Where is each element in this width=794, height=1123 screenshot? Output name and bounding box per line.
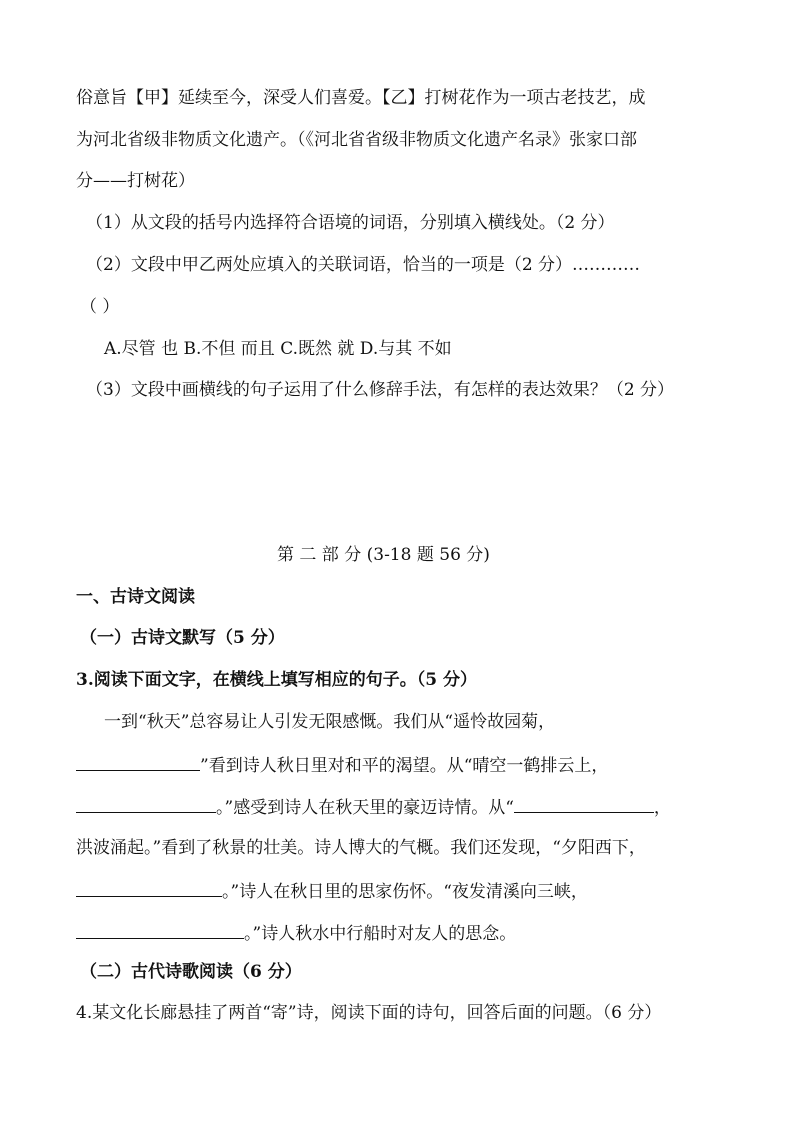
fill-text: ”看到诗人秋日里对和平的渴望。从“晴空一鹤排云上， — [200, 756, 609, 776]
answer-blank-2[interactable] — [76, 794, 216, 813]
answer-blank-3[interactable] — [514, 794, 654, 813]
passage-line-2: 为河北省级非物质文化遗产。（《河北省省级非物质文化遗产名录》张家口部 — [76, 130, 637, 150]
fill-paragraph-line-6 — [76, 920, 516, 946]
fill-paragraph-line-2 — [76, 752, 608, 778]
fill-text: ， — [653, 798, 671, 818]
answer-blank-1[interactable] — [76, 752, 200, 771]
question-3-title: 3.阅读下面文字，在横线上填写相应的句子。（5 分） — [76, 670, 477, 690]
fill-text: 。”感受到诗人在秋天里的豪迈诗情。从“ — [216, 798, 514, 818]
question-2-options: A.尽管 也 B.不但 而且 C.既然 就 D.与其 不如 — [104, 339, 452, 359]
question-3: （3）文段中画横线的句子运用了什么修辞手法，有怎样的表达效果？（2 分） — [86, 380, 675, 400]
passage-line-1: 俗意旨【甲】延续至今，深受人们喜爱。【乙】打树花作为一项古老技艺，成 — [76, 88, 646, 108]
answer-paren: （ ） — [80, 297, 120, 317]
subsection-heading-1: （一）古诗文默写（5 分） — [80, 628, 285, 648]
passage-line-3: 分——打树花） — [76, 171, 195, 191]
part-title: 第 二 部 分 (3-18 题 56 分) — [277, 545, 490, 565]
question-2: （2）文段中甲乙两处应填入的关联词语，恰当的一项是（2 分）………… — [86, 255, 641, 275]
question-4-title: 4.某文化长廊悬挂了两首“寄”诗，阅读下面的诗句，回答后面的问题。（6 分） — [76, 1003, 662, 1023]
fill-paragraph-line-4: 洪波涌起。”看到了秋景的壮美。诗人博大的气概。我们还发现，“夕阳西下， — [76, 838, 646, 858]
answer-blank-5[interactable] — [76, 920, 244, 939]
fill-text: 。”诗人秋水中行船时对友人的思念。 — [244, 924, 517, 944]
fill-text: 。”诗人在秋日里的思家伤怀。“夜发清溪向三峡， — [222, 882, 588, 902]
fill-paragraph-line-1: 一到“秋天”总容易让人引发无限感慨。我们从“遥怜故园菊， — [104, 712, 556, 732]
section-heading: 一、古诗文阅读 — [76, 587, 195, 607]
fill-paragraph-line-5 — [76, 878, 588, 904]
subsection-heading-2: （二）古代诗歌阅读（6 分） — [80, 962, 302, 982]
fill-paragraph-line-3 — [76, 794, 671, 820]
question-1: （1）从文段的括号内选择符合语境的词语，分别填入横线处。（2 分） — [86, 213, 615, 233]
answer-blank-4[interactable] — [76, 878, 222, 897]
